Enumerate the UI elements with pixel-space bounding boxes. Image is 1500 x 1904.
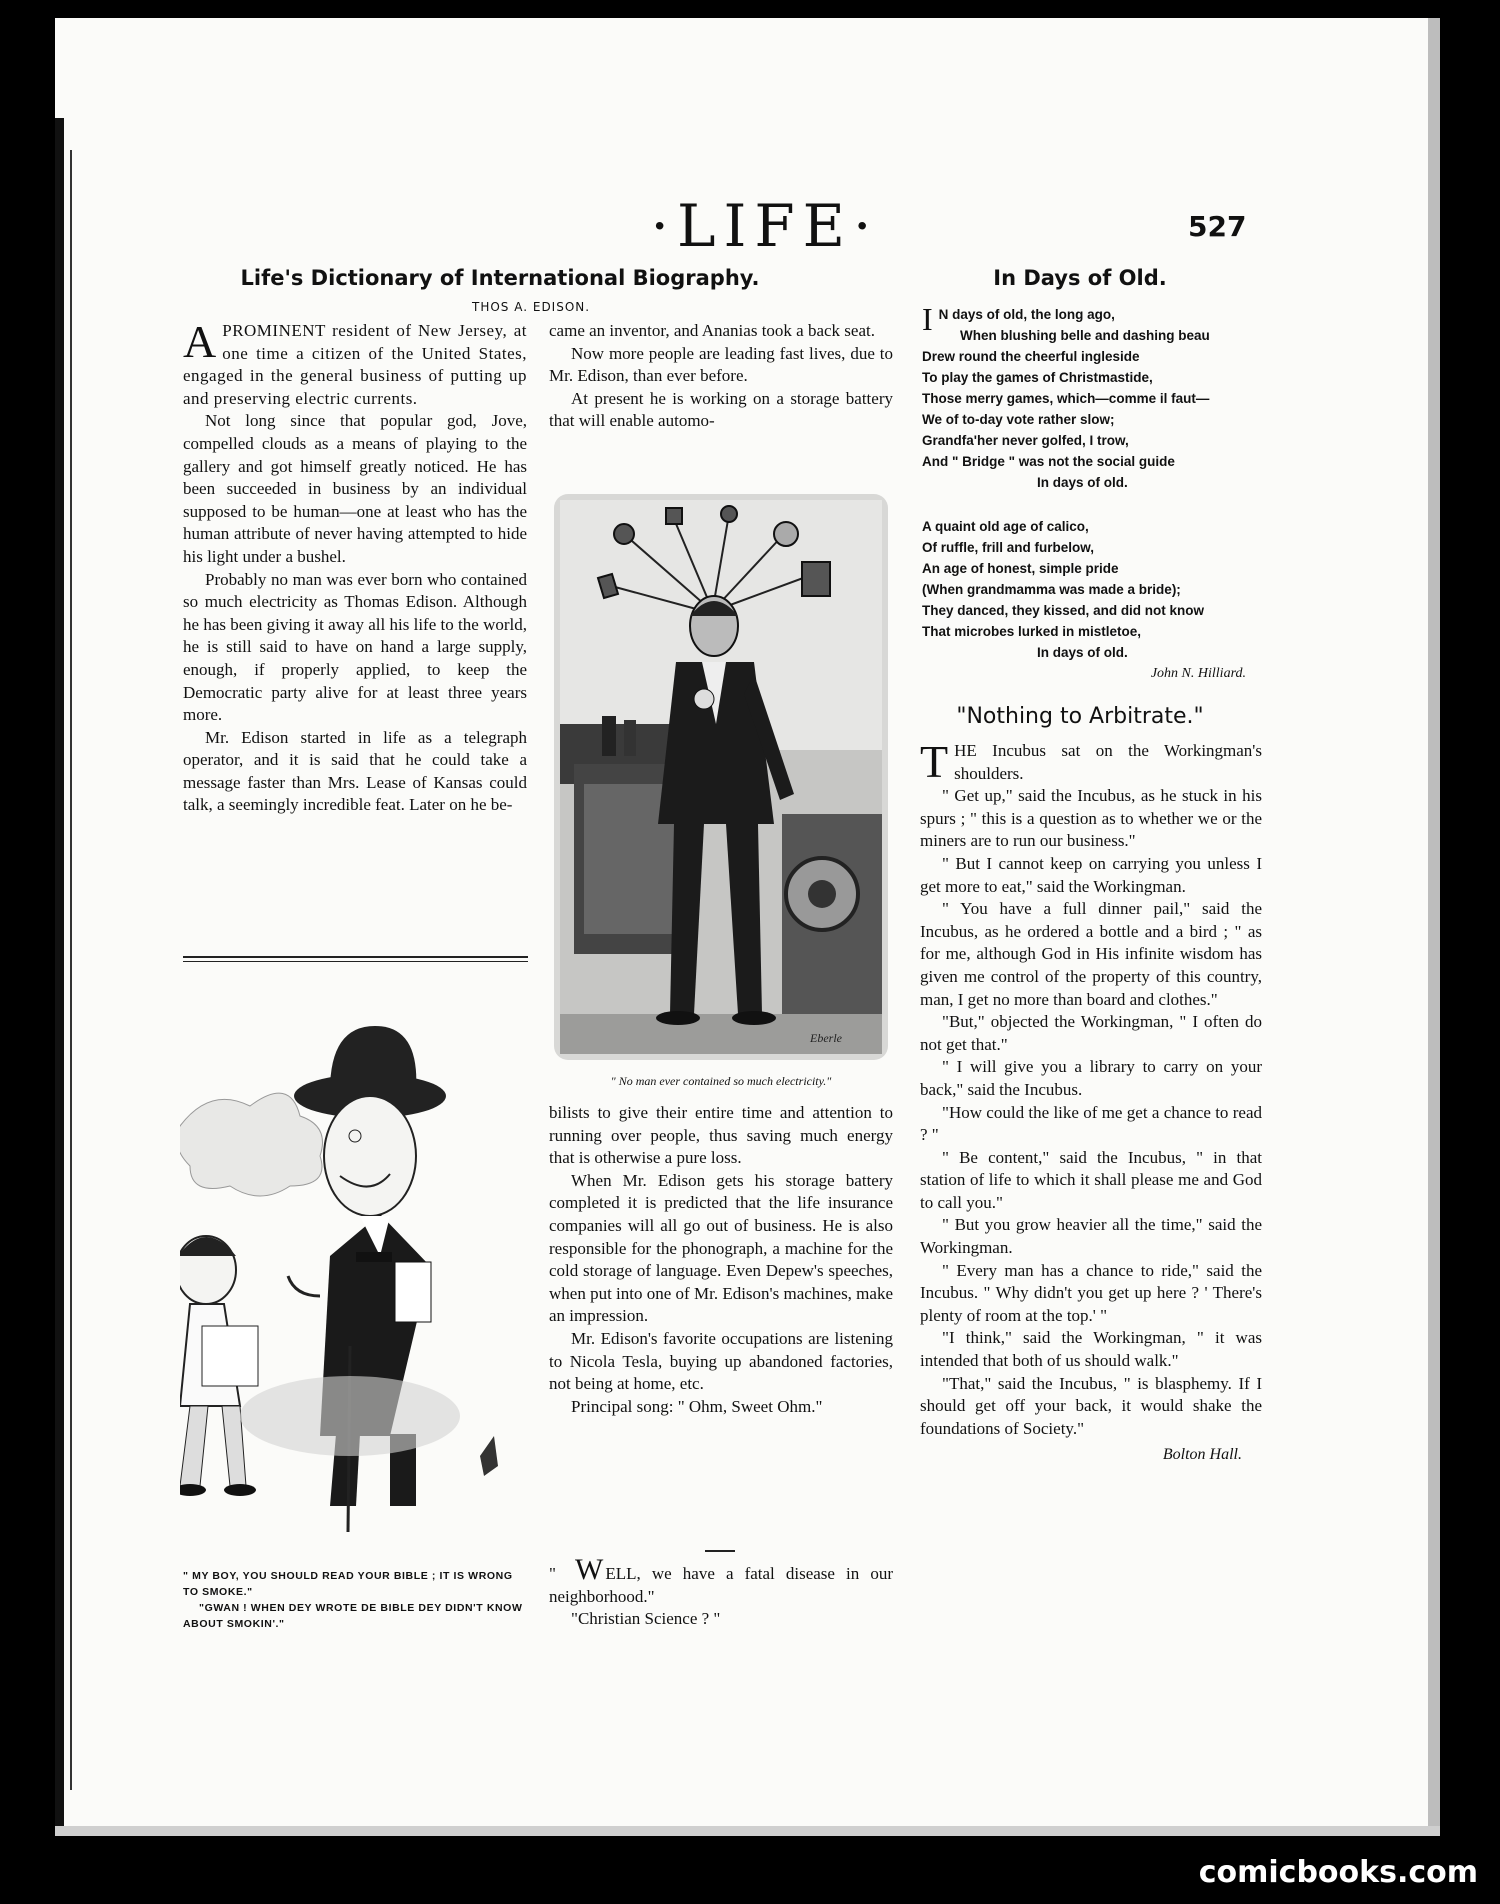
paragraph: "That," said the Incubus, " is blasphemy. If I should get off your back, it would shake the foundations of Society." bbox=[920, 1373, 1262, 1438]
drop-cap: A bbox=[183, 316, 217, 367]
poem-line: A quaint old age of calico, bbox=[922, 519, 1089, 534]
section-divider bbox=[705, 1550, 735, 1552]
poem-line: Drew round the cheerful ingleside bbox=[922, 349, 1140, 364]
paragraph: " I will give you a library to carry on your back," said the Incubus. bbox=[920, 1057, 1262, 1099]
gutter-line bbox=[70, 150, 72, 1790]
poem-line: In days of old. bbox=[1037, 645, 1128, 660]
paragraph bbox=[920, 736, 1262, 787]
paragraph: " Be content," said the Incubus, " in that station of life to which it shall please me and God to call you." bbox=[920, 1147, 1262, 1212]
joke bbox=[549, 1553, 893, 1631]
article-column-2-bottom bbox=[549, 1102, 893, 1418]
poem-stanza-2 bbox=[922, 516, 1252, 684]
poem-line: (When grandmamma was made a bride); bbox=[922, 582, 1181, 597]
joke-drop-cap: W bbox=[575, 1553, 604, 1586]
page-spine bbox=[55, 118, 64, 1832]
paragraph: " Get up," said the Incubus, as he stuck in his spurs ; " this is a question as to whether we or the miners are to run our business." bbox=[920, 786, 1262, 851]
paragraph: "I think," said the Workingman, " it was intended that both of us should walk." bbox=[920, 1328, 1262, 1371]
paragraph-text: PROMINENT resident of New Jersey, at one time a citizen of the United States, engaged in the general business of putting up and preserving electric currents. bbox=[183, 321, 527, 408]
paragraph: came an inventor, and Ananias took a back seat. bbox=[549, 321, 875, 340]
paragraph: At present he is working on a storage battery that will enable automo- bbox=[549, 388, 893, 431]
paragraph-text: HE Incubus sat on the Workingman's shoulders. bbox=[954, 741, 1262, 783]
paragraph bbox=[183, 316, 527, 410]
paragraph: Now more people are leading fast lives, due to Mr. Edison, than ever before. bbox=[549, 343, 893, 386]
cartoon-top-rule-thin bbox=[183, 961, 528, 962]
article-column-1 bbox=[183, 316, 527, 817]
article-title-biography: Life's Dictionary of International Biography. bbox=[240, 266, 760, 290]
cartoon-caption-line-2: "GWAN ! WHEN DEY WROTE DE BIBLE DEY DIDN'T KNOW ABOUT SMOKIN'." bbox=[183, 1602, 523, 1630]
paragraph: Not long since that popular god, Jove, compelled clouds as a means of playing to the gallery and got himself greatly noticed. He has been succeeded in business by an individual supposed to be human—one at least who has the human attribute of never having attempted to hide his light under a bushel. bbox=[183, 411, 527, 566]
article-byline: THOS A. EDISON. bbox=[472, 300, 591, 314]
poem-title: In Days of Old. bbox=[993, 266, 1167, 290]
poem-line: Grandfa'her never golfed, I trow, bbox=[922, 433, 1129, 448]
paragraph: " But I cannot keep on carrying you unless I get more to eat," said the Workingman. bbox=[920, 853, 1262, 896]
poem-line: Those merry games, which—comme il faut— bbox=[922, 391, 1210, 406]
poem-line: And " Bridge " was not the social guide bbox=[922, 454, 1175, 469]
page-number: 527 bbox=[1188, 210, 1247, 243]
paragraph: "But," objected the Workingman, " I often do not get that." bbox=[920, 1012, 1262, 1054]
poem-line-text: N days of old, the long ago, bbox=[938, 307, 1115, 322]
poem-stanza-1 bbox=[922, 301, 1252, 493]
joke-text: ELL, we have a fatal disease in our neighborhood." bbox=[549, 1564, 893, 1606]
masthead: ·LIFE· bbox=[650, 192, 880, 260]
joke-answer: "Christian Science ? " bbox=[571, 1609, 721, 1629]
poem-line: In days of old. bbox=[1037, 475, 1128, 490]
article-column-2-top bbox=[549, 320, 893, 433]
poem-line: To play the games of Christmastide, bbox=[922, 370, 1153, 385]
paragraph: " Every man has a chance to ride," said the Incubus. " Why didn't you get up here ? ' There's plenty of room at the top.' " bbox=[920, 1260, 1262, 1325]
paragraph: "How could the like of me get a chance to read ? " bbox=[920, 1102, 1262, 1145]
poem-line: We of to-day vote rather slow; bbox=[922, 412, 1115, 427]
paragraph: " You have a full dinner pail," said the Incubus, as he ordered a bottle and a bird ; " as for me, although God in His infinite wisdom has given me control of the property of this country, man, I get no more than board and clothes." bbox=[920, 899, 1262, 1009]
poem-line: An age of honest, simple pride bbox=[922, 561, 1119, 576]
watermark: comicbooks.com bbox=[1198, 1855, 1478, 1890]
edison-illustration bbox=[554, 494, 888, 1060]
poem-line: That microbes lurked in mistletoe, bbox=[922, 624, 1142, 639]
paragraph: Probably no man was ever born who contained so much electricity as Thomas Edison. Although he has been giving it away all his life to the world, he is still said to have on hand a large supply, enough, if properly applied, to keep the Democratic party alive for at least three years more. bbox=[183, 569, 527, 725]
paragraph: Mr. Edison started in life as a telegraph operator, and it is said that he could take a message faster than Mrs. Lease of Kansas could talk, a seemingly incredible feat. Later on he be- bbox=[183, 727, 527, 815]
cartoon-caption-line-1: " MY BOY, YOU SHOULD READ YOUR BIBLE ; IT IS WRONG TO SMOKE." bbox=[183, 1570, 513, 1598]
poem-line: Of ruffle, frill and furbelow, bbox=[922, 540, 1094, 555]
joke-quote: " bbox=[549, 1564, 556, 1583]
article-title-arbitrate: "Nothing to Arbitrate." bbox=[956, 704, 1204, 729]
poem-line: They danced, they kissed, and did not know bbox=[922, 603, 1205, 618]
illustration-signature: Eberle bbox=[810, 1031, 842, 1045]
page-edge-bottom bbox=[55, 1826, 1440, 1836]
paragraph: Principal song: " Ohm, Sweet Ohm." bbox=[571, 1396, 823, 1416]
poem-drop-cap: I bbox=[922, 301, 933, 337]
cartoon-top-rule bbox=[183, 956, 528, 958]
article-arbitrate-column bbox=[920, 736, 1262, 1467]
poem-author: John N. Hilliard. bbox=[1150, 666, 1246, 681]
smoking-cartoon bbox=[180, 966, 530, 1540]
poem-line: When blushing belle and dashing beau bbox=[960, 328, 1210, 343]
paragraph: Mr. Edison's favorite occupations are listening to Nicola Tesla, buying up abandoned factories, not being at home, etc. bbox=[549, 1328, 893, 1394]
illustration-caption: " No man ever contained so much electricity." bbox=[610, 1074, 832, 1088]
article-author: Bolton Hall. bbox=[1162, 1446, 1242, 1464]
paragraph: " But you grow heavier all the time," said the Workingman. bbox=[920, 1215, 1262, 1258]
paragraph: When Mr. Edison gets his storage battery completed it is predicted that the life insurance companies will all go out of business. He is also responsible for the phonograph, a machine for the cold storage of language. Even Depew's speeches, when put into one of Mr. Edison's machines, make an impression. bbox=[549, 1170, 893, 1326]
paragraph: bilists to give their entire time and attention to running over people, thus saving much energy that is otherwise a pure loss. bbox=[549, 1103, 893, 1168]
joke-line bbox=[549, 1553, 893, 1608]
page-edge-right bbox=[1428, 18, 1440, 1832]
cartoon-caption bbox=[183, 1568, 528, 1632]
drop-cap: T bbox=[920, 736, 949, 787]
